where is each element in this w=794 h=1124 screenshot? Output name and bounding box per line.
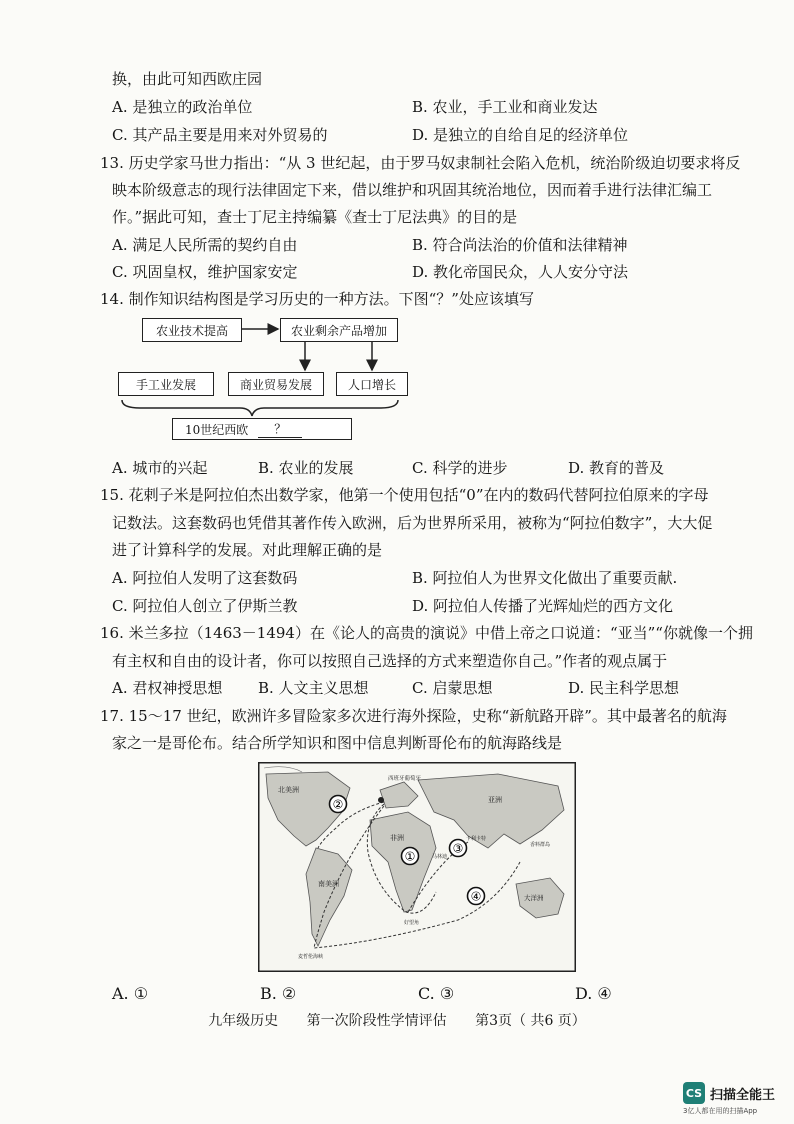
brace-bottom [122,400,398,416]
q12-option-a: A. 是独立的政治单位 [112,98,253,116]
svg-text:①: ① [404,849,416,864]
q17-option-c: C. ③ [418,984,455,1003]
label-south-america: 南美洲 [318,880,339,888]
q13-stem-line2: 映本阶级意志的现行法律固定下来，借以维护和巩固其统治地位，因而着手进行法律汇编工 [112,181,713,199]
q16-option-a: A. 君权神授思想 [112,679,223,697]
page-footer [0,1010,794,1030]
scanner-tagline: 3亿人都在用的扫描App [683,1107,758,1115]
q16-option-b: B. 人文主义思想 [258,679,369,697]
label-moluccas: 香料群岛 [530,842,551,848]
q14-option-a: A. 城市的兴起 [112,459,208,477]
q12-option-c: C. 其产品主要是用来对外贸易的 [112,126,328,144]
q15-stem-line1: 15. 花剌子米是阿拉伯杰出数学家，他第一个使用包括“0”在内的数码代替阿拉伯原来的字母 [100,486,709,504]
q15-option-a: A. 阿拉伯人发明了这套数码 [112,569,298,587]
q15-option-c: C. 阿拉伯人创立了伊斯兰教 [112,597,298,615]
label-asia: 亚洲 [488,796,502,804]
port-marker [378,797,384,803]
q12-option-b: B. 农业，手工业和商业发达 [412,98,598,116]
label-cape: 好望角 [404,920,420,926]
scanner-cs-icon: CS [683,1082,705,1104]
q17-stem-line1: 17. 15～17 世纪，欧洲许多冒险家多次进行海外探险，史称“新航路开辟”。其中最著名的航海 [100,707,727,725]
diagram-box-agri-tech: 农业技术提高 [142,318,242,342]
q14-option-b: B. 农业的发展 [258,459,354,477]
q14-option-d: D. 教育的普及 [568,459,665,477]
q13-stem-line1: 13. 历史学家马世力指出：“从 3 世纪起，由于罗马奴隶制社会陷入危机，统治阶级迫切要求将反 [100,154,741,172]
diagram-box-population: 人口增长 [336,372,408,396]
q17-option-d: D. ④ [575,984,612,1003]
diagram-connectors [100,300,420,450]
q15-option-b: B. 阿拉伯人为世界文化做出了重要贡献. [412,569,678,587]
q15-stem-line3: 进了计算科学的发展。对此理解正确的是 [112,541,383,559]
q17-option-b: B. ② [260,984,297,1003]
q16-option-d: D. 民主科学思想 [568,679,680,697]
footer-page: 第3页（ 共6 页） [475,1013,586,1029]
label-calicut: 卡利卡特 [466,836,487,842]
diagram-box-handicraft: 手工业发展 [118,372,214,396]
q15-stem-line2: 记数法。这套数码也凭借其著作传入欧洲，后为世界所采用，被称为“阿拉伯数字”，大大促 [112,514,713,532]
q14-stem: 14. 制作知识结构图是学习历史的一种方法。下图“？”处应该填写 [100,290,534,308]
q17-stem-line2: 家之一是哥伦布。结合所学知识和图中信息判断哥伦布的航海路线是 [112,734,563,752]
label-africa: 非洲 [390,834,404,842]
svg-text:④: ④ [470,889,482,904]
q12-option-d: D. 是独立的自给自足的经济单位 [412,126,629,144]
q13-option-d: D. 教化帝国民众，人人安分守法 [412,263,629,281]
svg-text:③: ③ [452,841,464,856]
voyage-map [258,762,576,972]
diagram-result-label: 10世纪西欧 [185,422,249,437]
q17-option-a: A. ① [112,984,149,1003]
q15-option-d: D. 阿拉伯人传播了光辉灿烂的西方文化 [412,597,674,615]
marker-1 [402,848,419,865]
marker-3 [450,840,467,857]
q14-option-c: C. 科学的进步 [412,459,508,477]
q13-stem-line3: 作。”据此可知，查士丁尼主持编纂《查士丁尼法典》的目的是 [112,208,518,226]
diagram-result-blank: ？ [258,420,302,438]
diagram-box-commerce: 商业贸易发展 [228,372,324,396]
q13-option-a: A. 满足人民所需的契约自由 [112,236,298,254]
q12-stem-tail: 换，由此可知西欧庄园 [112,70,263,88]
q13-option-b: B. 符合尚法治的价值和法律精神 [412,236,628,254]
label-spain-portugal: 西班牙葡萄牙 [388,776,422,782]
label-magellan: 麦哲伦海峡 [298,954,324,960]
q16-option-c: C. 启蒙思想 [412,679,493,697]
label-north-america: 北美洲 [278,786,299,794]
scanner-name: 扫描全能王 [710,1087,776,1103]
scanner-logo [683,1082,775,1104]
q13-option-c: C. 巩固皇权，维护国家安定 [112,263,298,281]
svg-text:②: ② [332,797,344,812]
q16-stem-line2: 有主权和自由的设计者，你可以按照自己选择的方式来塑造你自己。”作者的观点属于 [112,652,668,670]
label-malindi: 马林迪 [432,854,448,860]
diagram-box-surplus: 农业剩余产品增加 [280,318,398,342]
footer-subject: 九年级历史 [208,1013,279,1029]
marker-2 [330,796,347,813]
q16-stem-line1: 16. 米兰多拉（1463－1494）在《论人的高贵的演说》中借上帝之口说道：“亚当”“你就像一个拥 [100,624,753,642]
label-oceania: 大洋洲 [524,894,544,902]
marker-4 [468,888,485,905]
footer-exam: 第一次阶段性学情评估 [306,1013,447,1029]
